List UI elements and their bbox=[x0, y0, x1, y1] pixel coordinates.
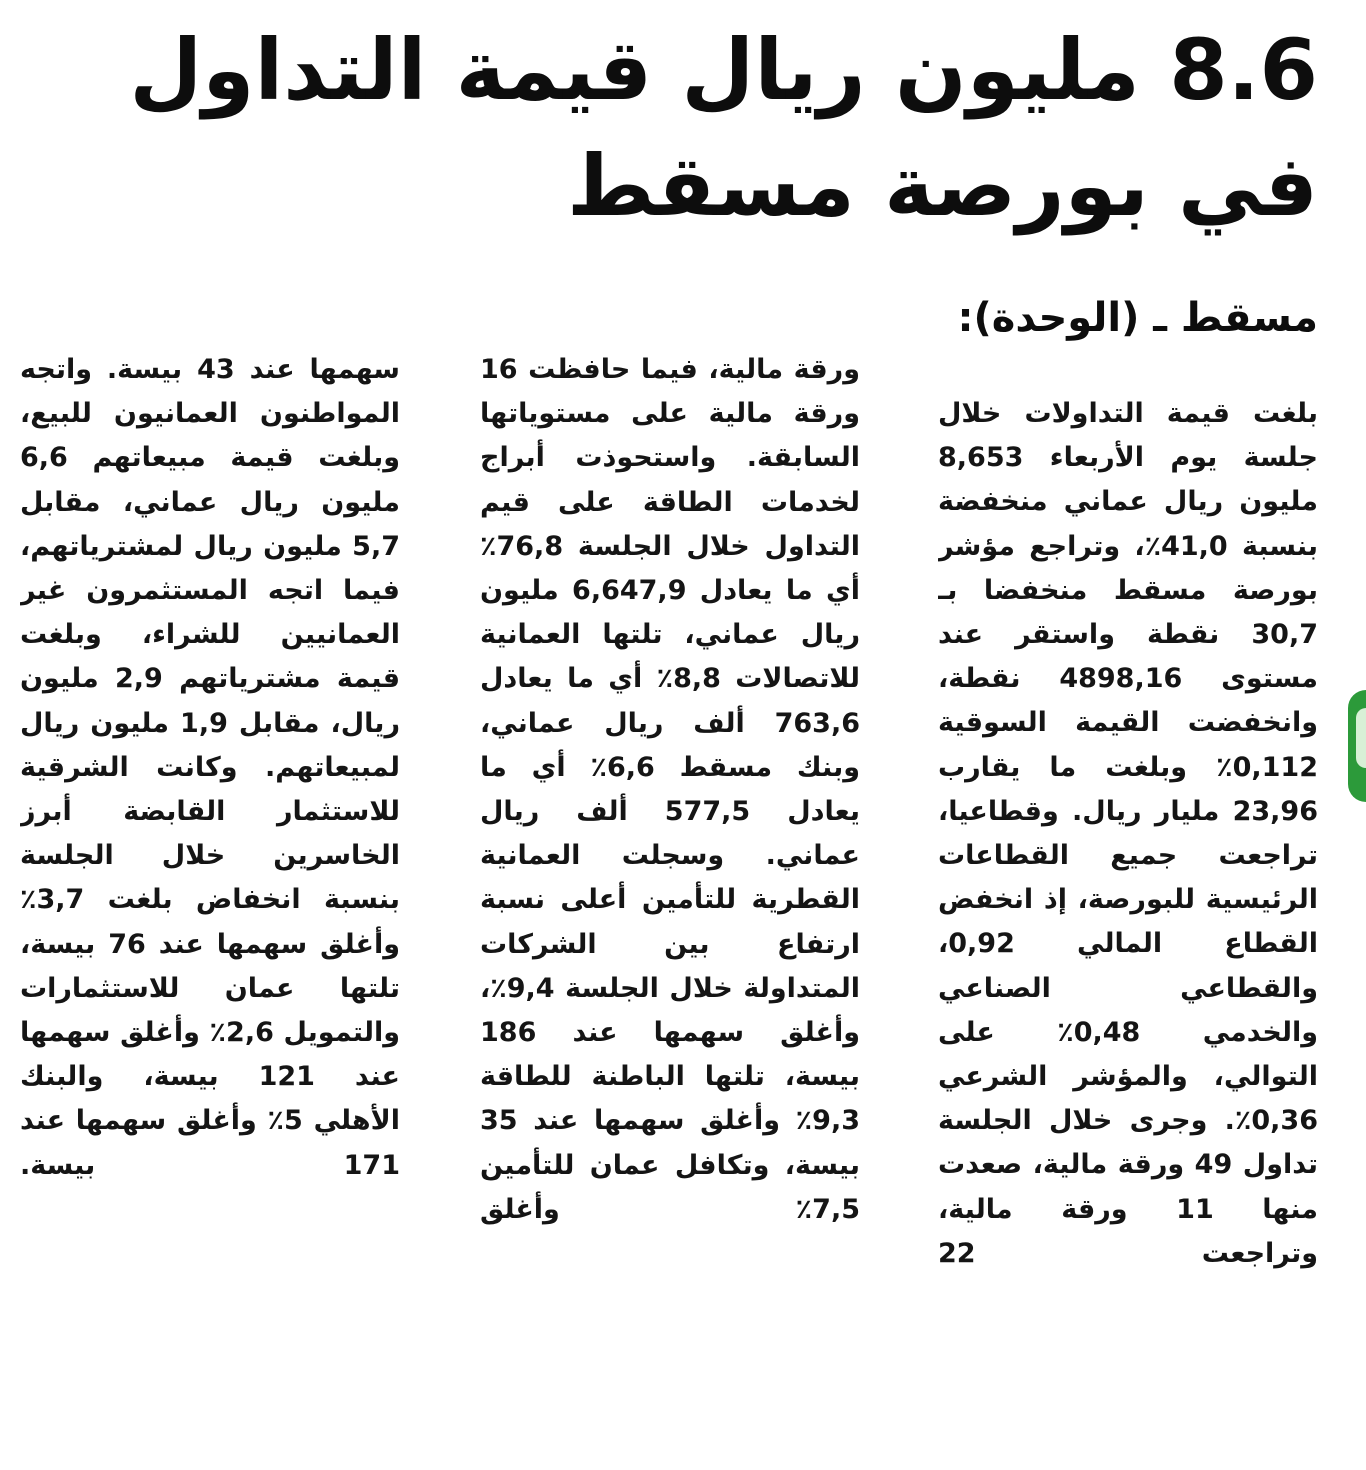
article-column-1 bbox=[938, 392, 1318, 1452]
column-1-text: بلغت قيمة التداولات خلال جلسة يوم الأربعاء 8,653 مليون ريال عماني منخفضة بنسبة 41,0٪، وتراجع مؤشر بورصة مسقط منخفضا بـ 30,7 نقطة واستقر عند مستوى 4898,16 نقطة، وانخفضت القيمة السوقية 0,112٪ وبلغت ما يقارب 23,96 مليار ريال. وقطاعيا، تراجعت جميع القطاعات الرئيسية للبورصة، إذ انخفض القطاع المالي 0,92، والقطاعي الصناعي والخدمي 0,48٪ على التوالي، والمؤشر الشرعي 0,36٪. وجرى خلال الجلسة تداول 49 ورقة مالية، صعدت منها 11 ورقة مالية، وتراجعت 22 bbox=[938, 398, 1318, 1269]
article-headline: 8.6 مليون ريال قيمة التداول في بورصة مسقط bbox=[129, 21, 1318, 235]
page-edge-tab-highlight bbox=[1356, 708, 1366, 768]
column-3-text: سهمها عند 43 بيسة. واتجه المواطنون العمانيون للبيع، وبلغت قيمة مبيعاتهم 6,6 مليون ريال عماني، مقابل 5,7 مليون ريال لمشترياتهم، فيما اتجه المستثمرون غير العمانيين للشراء، وبلغت قيمة مشترياتهم 2,9 مليون ريال، مقابل 1,9 مليون ريال لمبيعاتهم. وكانت الشرقية للاستثمار القابضة أبرز الخاسرين خلال الجلسة بنسبة انخفاض بلغت 3,7٪ وأغلق سهمها عند 76 بيسة، تلتها عمان للاستثمارات والتمويل 2,6٪ وأغلق سهمها عند 121 بيسة، والبنك الأهلي 5٪ وأغلق سهمها عند 171 بيسة. bbox=[20, 354, 400, 1181]
column-2-text: ورقة مالية، فيما حافظت 16 ورقة مالية على مستوياتها السابقة. واستحوذت أبراج لخدمات الطاقة على قيم التداول خلال الجلسة 76,8٪ أي ما يعادل 6,647,9 مليون ريال عماني، تلتها العمانية للاتصالات 8,8٪ أي ما يعادل 763,6 ألف ريال عماني، وبنك مسقط 6,6٪ أي ما يعادل 577,5 ألف ريال عماني. وسجلت العمانية القطرية للتأمين أعلى نسبة ارتفاع بين الشركات المتداولة خلال الجلسة 9,4٪، وأغلق سهمها عند 186 بيسة، تلتها الباطنة للطاقة 9,3٪ وأغلق سهمها عند 35 بيسة، وتكافل عمان للتأمين 7,5٪ وأغلق bbox=[480, 354, 860, 1225]
article-dateline: مسقط ـ (الوحدة): bbox=[957, 295, 1318, 341]
article-column-2 bbox=[480, 348, 860, 1458]
page-edge-tab-marker bbox=[1348, 690, 1366, 802]
article-column-3 bbox=[20, 348, 400, 1458]
